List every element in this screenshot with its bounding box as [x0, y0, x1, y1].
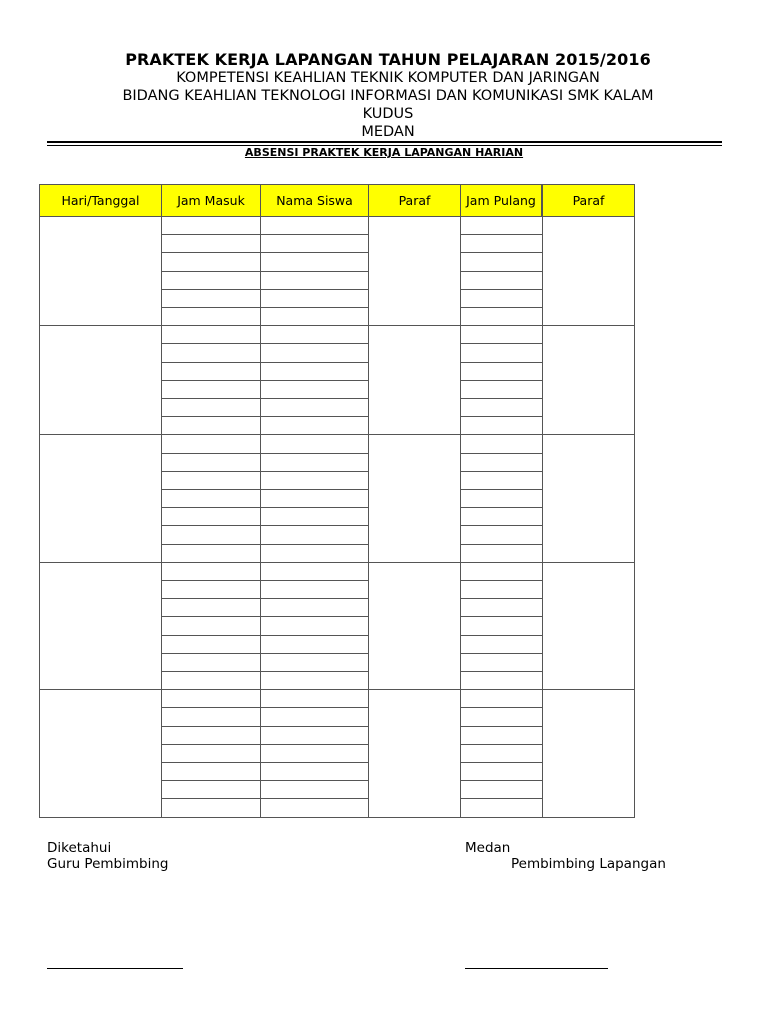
student-row-line [161, 762, 368, 763]
student-row-line [161, 507, 368, 508]
student-row-line [460, 653, 542, 654]
header-rule-thick [47, 141, 722, 143]
competency-line: KOMPETENSI KEAHLIAN TEKNIK KOMPUTER DAN JARINGAN [176, 70, 600, 86]
student-row-line [161, 289, 368, 290]
student-row-line [460, 616, 542, 617]
day-group-line [39, 434, 634, 435]
student-row-line [161, 780, 368, 781]
student-row-line [460, 471, 542, 472]
student-row-line [460, 289, 542, 290]
student-row-line [460, 234, 542, 235]
student-row-line [161, 598, 368, 599]
student-row-line [460, 380, 542, 381]
student-row-line [460, 362, 542, 363]
place-label: Medan [465, 840, 511, 856]
student-row-line [161, 453, 368, 454]
student-row-line [460, 453, 542, 454]
student-row-line [161, 653, 368, 654]
city-line: MEDAN [361, 124, 415, 140]
student-row-line [161, 671, 368, 672]
student-row-line [460, 798, 542, 799]
student-row-line [161, 234, 368, 235]
student-row-line [460, 507, 542, 508]
student-row-line [460, 307, 542, 308]
student-row-line [460, 252, 542, 253]
student-row-line [161, 471, 368, 472]
student-row-line [161, 343, 368, 344]
student-row-line [161, 380, 368, 381]
day-group-line [39, 817, 634, 818]
student-row-line [161, 616, 368, 617]
student-row-line [460, 271, 542, 272]
student-row-line [161, 544, 368, 545]
student-row-line [161, 271, 368, 272]
field-supervisor-label: Pembimbing Lapangan [511, 856, 666, 872]
student-row-line [161, 252, 368, 253]
student-row-line [460, 635, 542, 636]
student-row-line [161, 580, 368, 581]
student-row-line [161, 398, 368, 399]
student-row-line [161, 416, 368, 417]
student-row-line [460, 398, 542, 399]
document-subheader [40, 69, 736, 141]
student-row-line [460, 726, 542, 727]
column-line [368, 216, 369, 818]
column-header: Paraf [368, 184, 461, 217]
student-row-line [460, 762, 542, 763]
student-row-line [460, 489, 542, 490]
student-row-line [161, 635, 368, 636]
student-row-line [161, 726, 368, 727]
student-row-line [460, 580, 542, 581]
column-header: Hari/Tanggal [39, 184, 162, 217]
student-row-line [161, 707, 368, 708]
student-row-line [161, 798, 368, 799]
column-header: Paraf [542, 184, 635, 217]
day-group-line [39, 562, 634, 563]
column-header: Nama Siswa [260, 184, 369, 217]
student-row-line [460, 707, 542, 708]
student-row-line [460, 598, 542, 599]
day-group-line [39, 325, 634, 326]
student-row-line [161, 489, 368, 490]
column-line [634, 216, 635, 818]
acknowledged-label: Diketahui [47, 840, 112, 856]
column-header: Jam Pulang [460, 184, 542, 217]
student-row-line [460, 416, 542, 417]
student-row-line [161, 744, 368, 745]
student-row-line [460, 780, 542, 781]
column-line [260, 216, 261, 818]
student-row-line [161, 525, 368, 526]
student-row-line [161, 307, 368, 308]
day-group-line [39, 689, 634, 690]
student-row-line [460, 671, 542, 672]
column-line [460, 216, 461, 818]
school-city-line: KUDUS [362, 106, 414, 122]
student-row-line [460, 525, 542, 526]
student-row-line [460, 744, 542, 745]
attendance-subtitle: ABSENSI PRAKTEK KERJA LAPANGAN HARIAN [244, 146, 524, 159]
column-header: Jam Masuk [161, 184, 261, 217]
supervisor-signature-line [465, 968, 608, 969]
student-row-line [460, 544, 542, 545]
footer-left [47, 840, 168, 872]
column-line [39, 216, 40, 818]
column-line [542, 216, 543, 818]
footer-right [465, 840, 666, 872]
field-line: BIDANG KEAHLIAN TEKNOLOGI INFORMASI DAN KOMUNIKASI SMK KALAM [122, 88, 654, 104]
column-line [161, 216, 162, 818]
teacher-supervisor-label: Guru Pembimbing [47, 856, 169, 872]
student-row-line [460, 343, 542, 344]
document-title: PRAKTEK KERJA LAPANGAN TAHUN PELAJARAN 2015/2016 [125, 50, 651, 69]
student-row-line [161, 362, 368, 363]
teacher-signature-line [47, 968, 183, 969]
